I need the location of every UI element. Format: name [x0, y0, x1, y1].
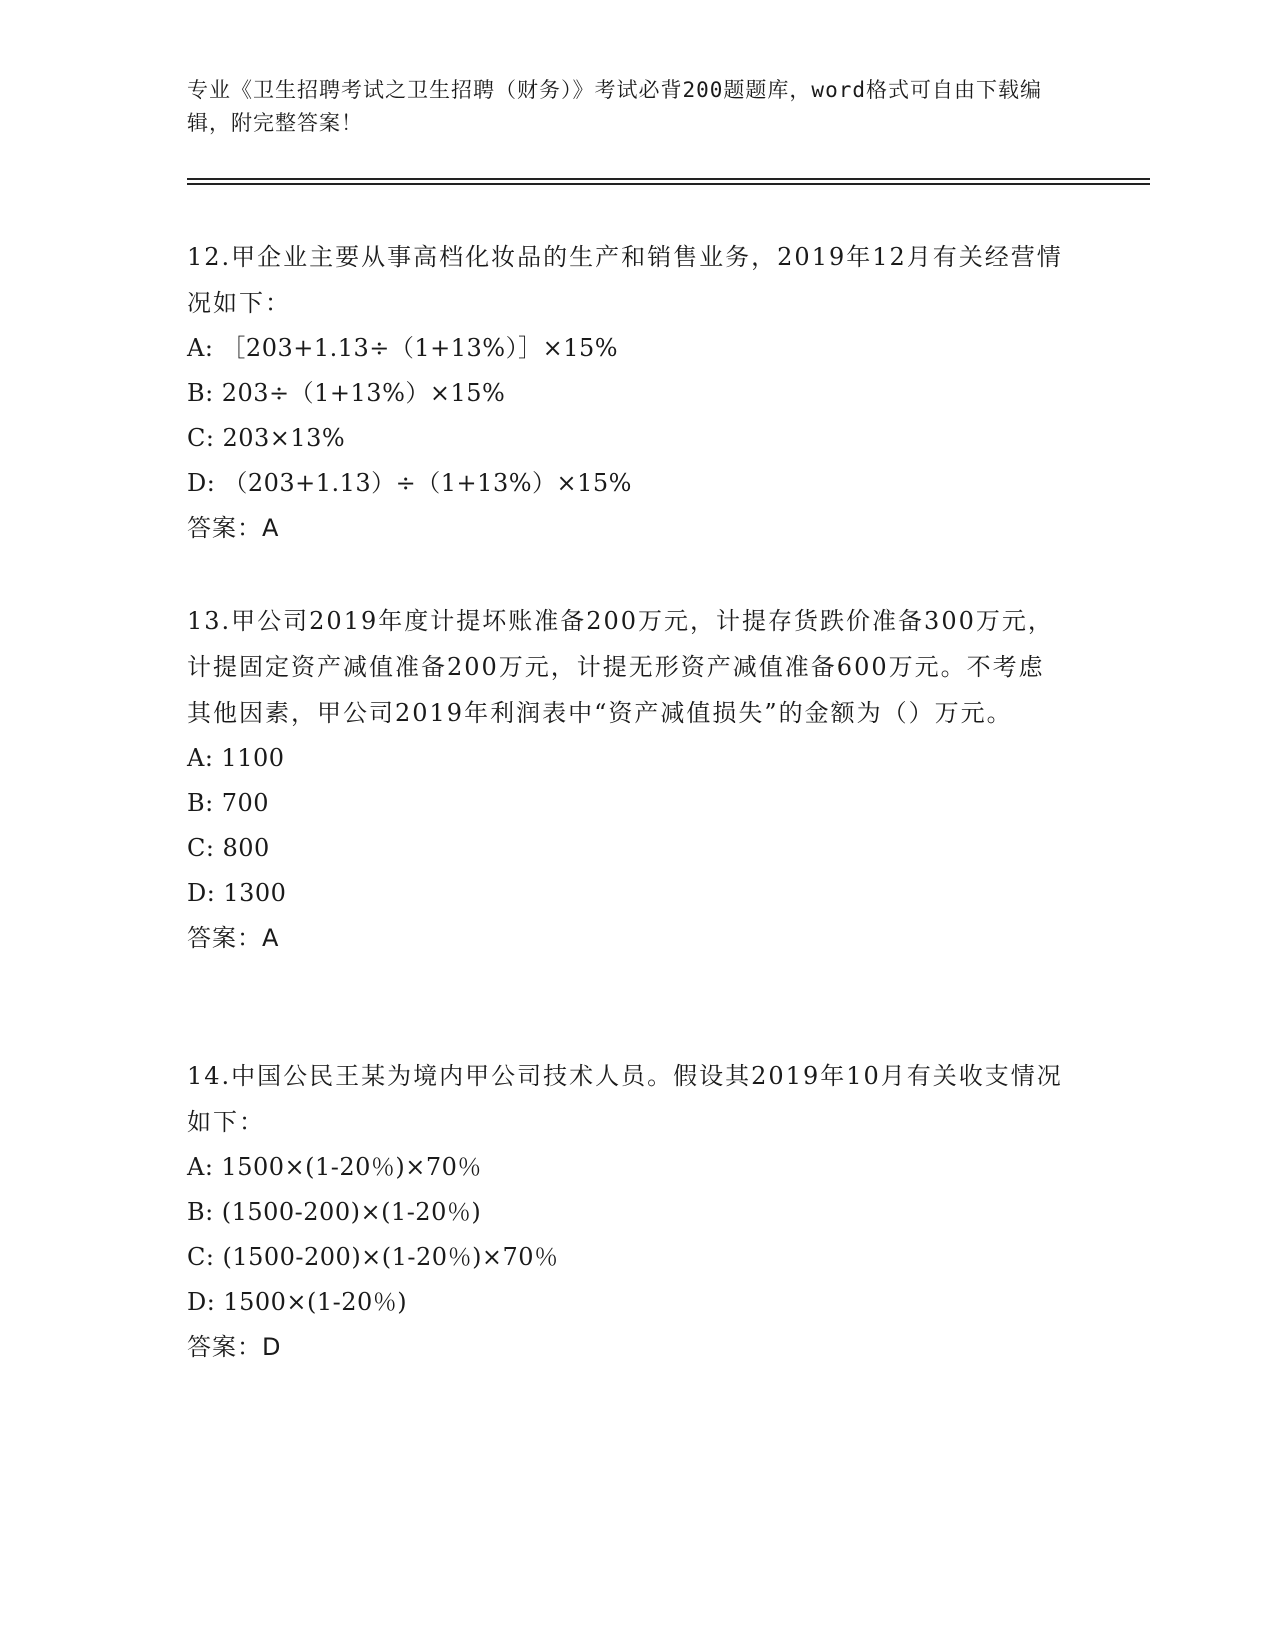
option-letter: B: — [187, 789, 214, 817]
document-header: 专业《卫生招聘考试之卫生招聘（财务）》考试必背200题题库，word格式可自由下载编辑，附完整答案！ — [187, 78, 1042, 135]
option-c — [187, 416, 1067, 461]
option-text: (1500-200)×(1-20％) — [221, 1198, 482, 1226]
header-divider-top — [187, 178, 1150, 180]
option-letter: A: — [187, 334, 214, 362]
option-text: 1500×(1-20％)×70％ — [221, 1153, 482, 1181]
option-b — [187, 781, 1067, 826]
option-text: 203×13% — [222, 424, 346, 452]
option-letter: C: — [187, 1243, 215, 1271]
header-divider-bottom — [187, 183, 1150, 185]
option-c — [187, 826, 1067, 871]
option-letter: D: — [187, 469, 216, 497]
option-text: 800 — [222, 834, 270, 862]
question-13 — [187, 598, 1067, 961]
option-a — [187, 736, 1067, 781]
option-text: 1500×(1-20％) — [223, 1288, 408, 1316]
answer-line: 答案：A — [187, 514, 280, 542]
option-letter: C: — [187, 424, 215, 452]
question-stem: 13.甲公司2019年度计提坏账准备200万元，计提存货跌价准备300万元，计提固定资产减值准备200万元，计提无形资产减值准备600万元。不考虑其他因素，甲公司2019年利润表中“资产减值损失”的金额为（）万元。 — [187, 607, 1054, 727]
option-text: （203+1.13）÷（1+13%）×15% — [223, 469, 632, 497]
option-d — [187, 461, 1067, 506]
option-letter: B: — [187, 1198, 214, 1226]
question-stem: 12.甲企业主要从事高档化妆品的生产和销售业务，2019年12月有关经营情况如下： — [187, 243, 1063, 317]
option-b — [187, 1190, 1067, 1235]
option-d — [187, 1280, 1067, 1325]
option-text: 203÷（1+13%）×15% — [221, 379, 506, 407]
option-a — [187, 326, 1067, 371]
option-text: 1100 — [221, 744, 285, 772]
option-letter: D: — [187, 1288, 216, 1316]
option-letter: A: — [187, 1153, 214, 1181]
option-a — [187, 1145, 1067, 1190]
option-text: ［203+1.13÷（1+13%）］×15% — [221, 334, 619, 362]
option-letter: C: — [187, 834, 215, 862]
question-stem: 14.中国公民王某为境内甲公司技术人员。假设其2019年10月有关收支情况如下： — [187, 1062, 1063, 1136]
answer-line: 答案：A — [187, 924, 280, 952]
option-b — [187, 371, 1067, 416]
question-12 — [187, 234, 1067, 551]
option-letter: B: — [187, 379, 214, 407]
option-letter: D: — [187, 879, 216, 907]
answer-line: 答案：D — [187, 1333, 282, 1361]
option-d — [187, 871, 1067, 916]
option-letter: A: — [187, 744, 214, 772]
option-text: 700 — [221, 789, 270, 817]
option-text: (1500-200)×(1-20％)×70％ — [222, 1243, 559, 1271]
option-c — [187, 1235, 1067, 1280]
question-14 — [187, 1053, 1067, 1370]
option-text: 1300 — [223, 879, 287, 907]
